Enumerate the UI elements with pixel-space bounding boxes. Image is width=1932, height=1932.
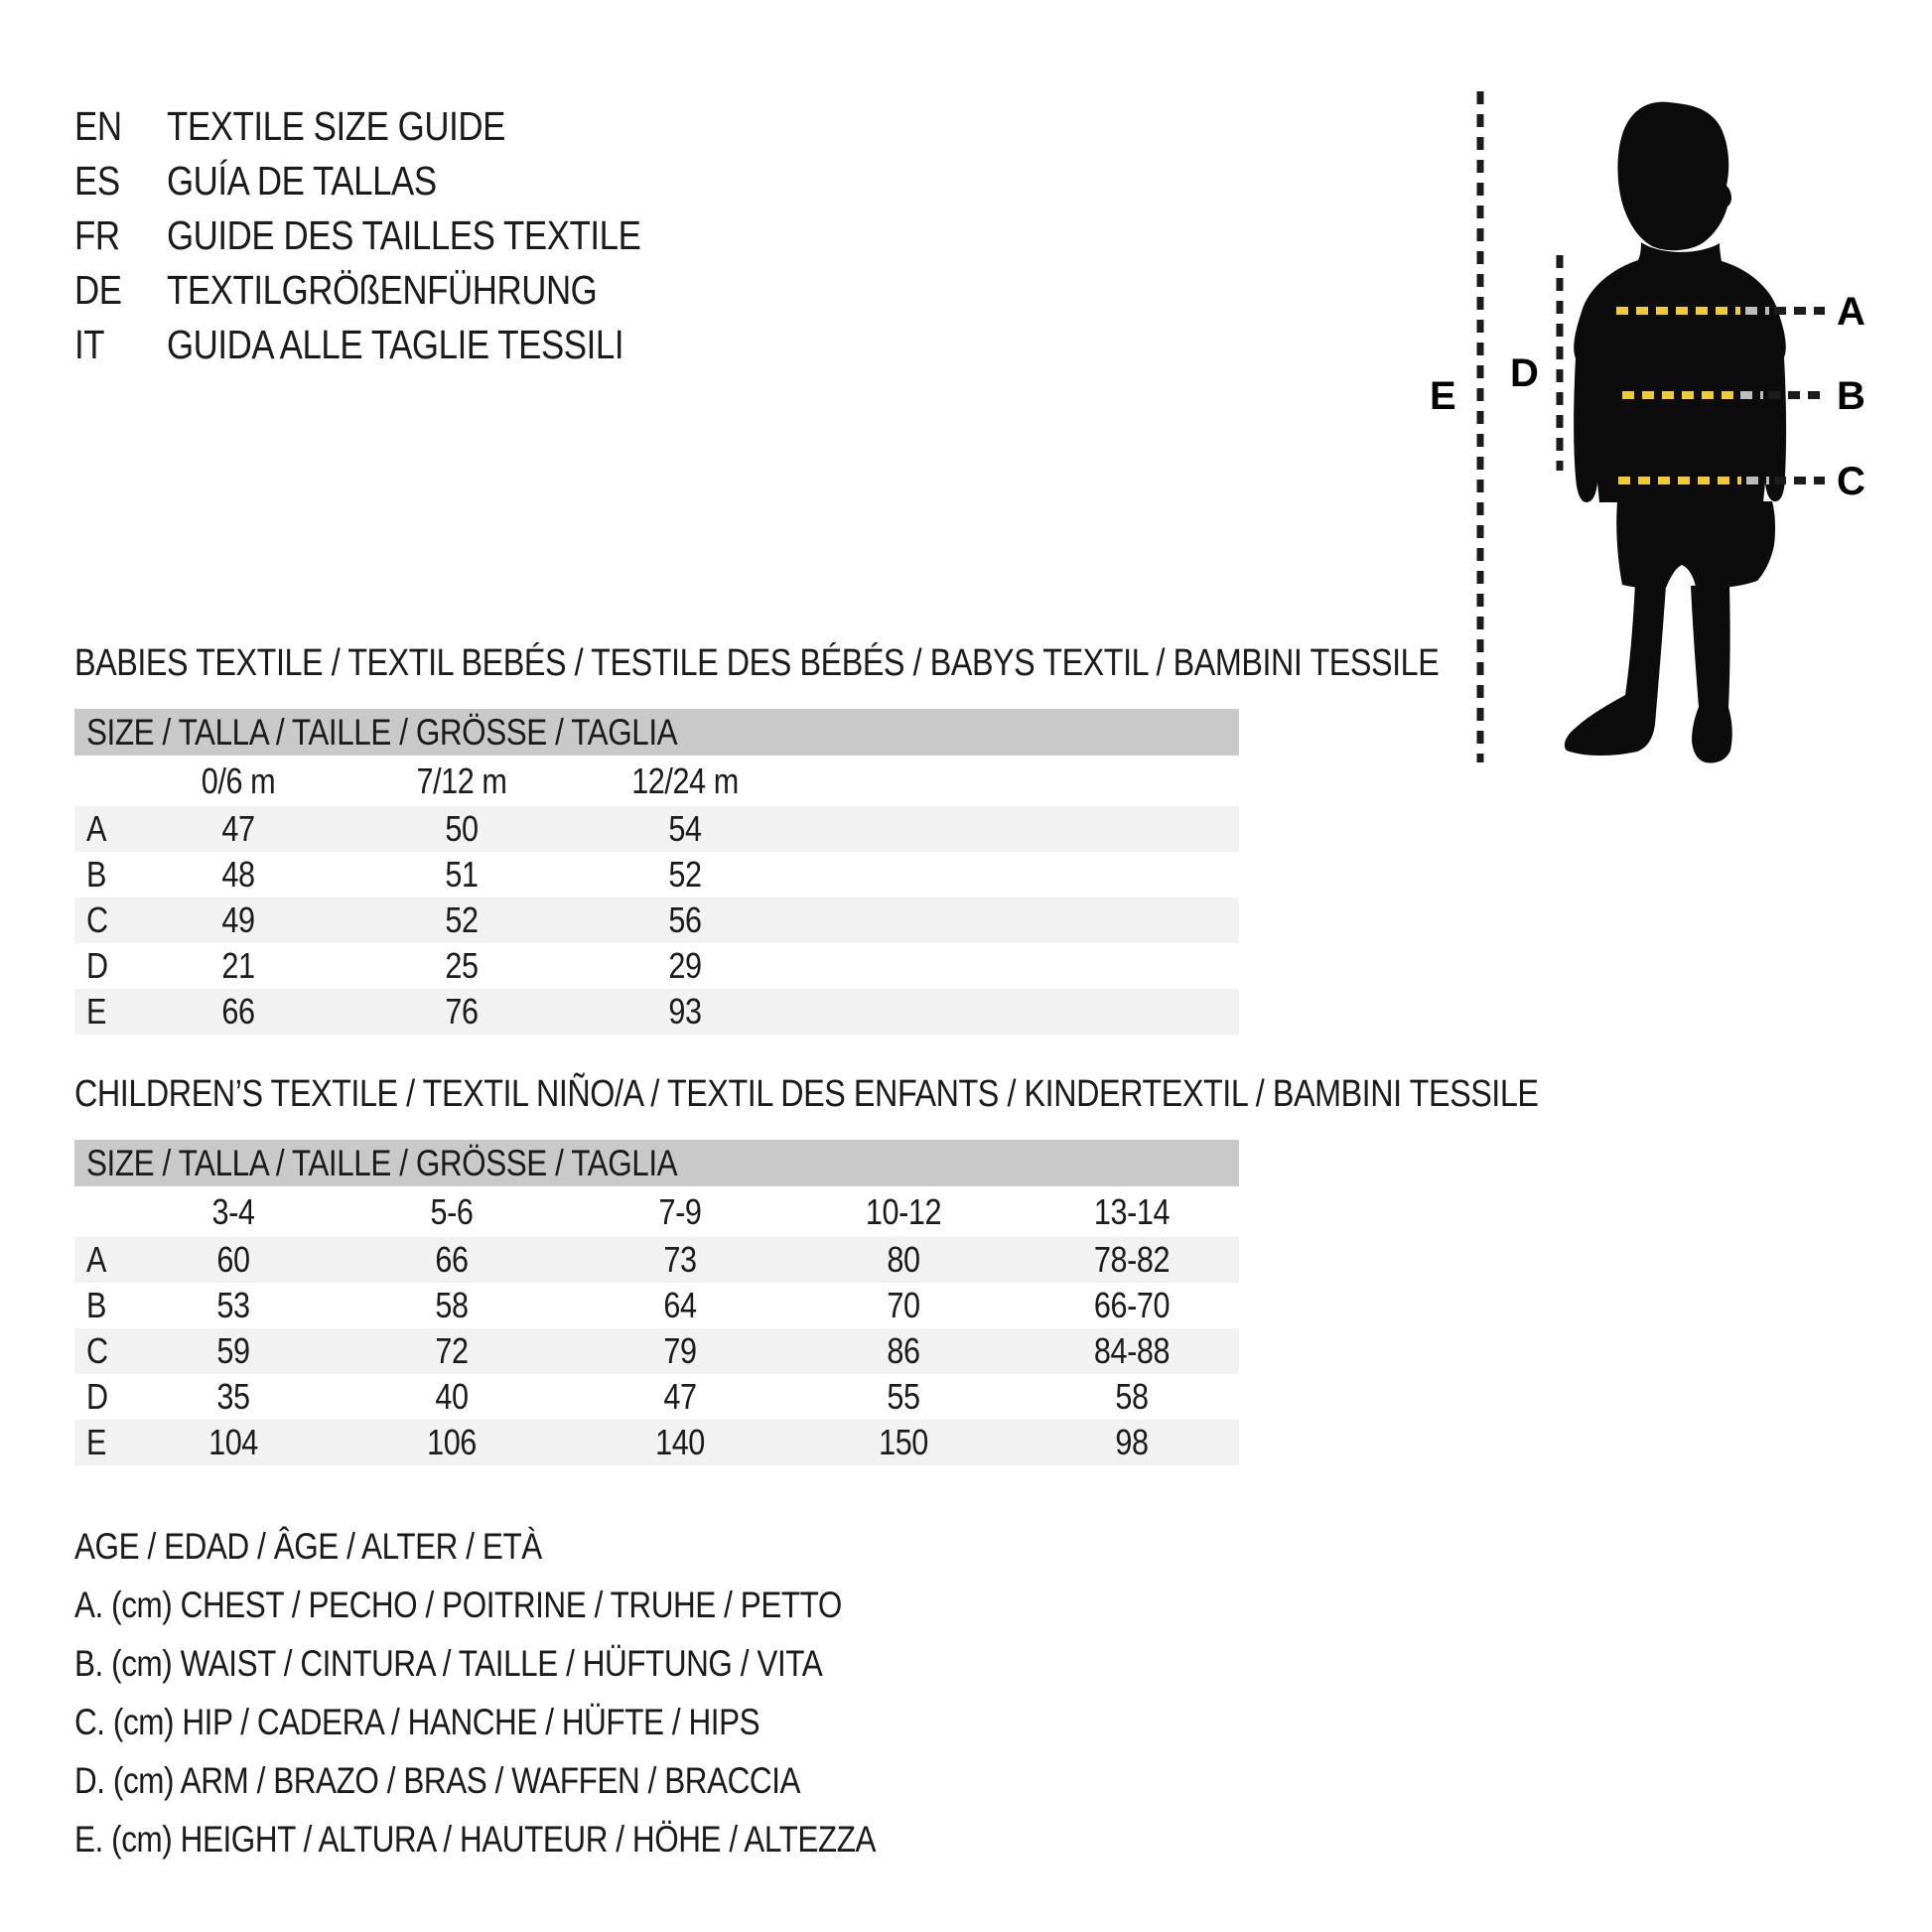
cell: 104 — [208, 1422, 258, 1462]
cell: 150 — [879, 1422, 928, 1462]
cell: 52 — [445, 899, 479, 940]
children-col-7-9: 7-9 — [658, 1191, 702, 1232]
cell: 106 — [427, 1422, 477, 1462]
legend-arm: D. (cm) ARM / BRAZO / BRAS / WAFFEN / BRACCIA — [74, 1760, 801, 1801]
legend-age: AGE / EDAD / ÂGE / ALTER / ETÀ — [74, 1526, 542, 1567]
cell: 47 — [663, 1376, 697, 1417]
cell: 70 — [887, 1285, 920, 1325]
cell: 80 — [887, 1239, 920, 1280]
title-text-fr: GUIDE DES TAILLES TEXTILE — [167, 212, 641, 258]
cell: 73 — [663, 1239, 697, 1280]
row-label: B — [86, 854, 106, 895]
title-line-es — [74, 154, 725, 208]
children-col-5-6: 5-6 — [430, 1191, 474, 1232]
cell: 140 — [655, 1422, 705, 1462]
row-label: E — [86, 991, 106, 1032]
cell: 47 — [221, 808, 255, 849]
children-heading: CHILDREN’S TEXTILE / TEXTIL NIÑO/A / TEXTIL DES ENFANTS / KINDERTEXTIL / BAMBINI TESSILE — [74, 1073, 1539, 1115]
cell: 35 — [216, 1376, 250, 1417]
cell: 59 — [216, 1330, 250, 1371]
cell: 58 — [1115, 1376, 1149, 1417]
table-row — [74, 1374, 1239, 1420]
babies-col-12-24m: 12/24 m — [631, 760, 739, 801]
cell: 86 — [887, 1330, 920, 1371]
children-col-3-4: 3-4 — [211, 1191, 255, 1232]
cell: 25 — [445, 945, 479, 986]
title-line-en — [74, 99, 725, 154]
cell: 66 — [221, 991, 255, 1032]
row-label: C — [86, 899, 108, 940]
row-label: B — [86, 1285, 106, 1325]
title-text-en: TEXTILE SIZE GUIDE — [167, 103, 505, 149]
legend-waist: B. (cm) WAIST / CINTURA / TAILLE / HÜFTUNG / VITA — [74, 1643, 823, 1684]
children-column-header-row — [74, 1186, 1239, 1237]
row-label: D — [86, 945, 108, 986]
children-col-13-14: 13-14 — [1093, 1191, 1171, 1232]
legend-hip: C. (cm) HIP / CADERA / HANCHE / HÜFTE / HIPS — [74, 1702, 760, 1742]
title-line-de — [74, 263, 725, 318]
title-block — [74, 99, 725, 372]
cell: 76 — [445, 991, 479, 1032]
cell: 72 — [435, 1330, 469, 1371]
cell: 56 — [668, 899, 702, 940]
cell: 51 — [445, 854, 479, 895]
cell: 48 — [221, 854, 255, 895]
row-label: A — [86, 1239, 106, 1280]
babies-col-0-6m: 0/6 m — [201, 760, 276, 801]
cell: 54 — [668, 808, 702, 849]
babies-heading: BABIES TEXTILE / TEXTIL BEBÉS / TESTILE DES BÉBÉS / BABYS TEXTIL / BAMBINI TESSILE — [74, 642, 1440, 684]
cell: 55 — [887, 1376, 920, 1417]
table-row — [74, 852, 1239, 897]
title-line-it — [74, 318, 725, 372]
cell: 66 — [435, 1239, 469, 1280]
row-label: C — [86, 1330, 108, 1371]
label-d: D — [1510, 351, 1539, 395]
lang-code-fr: FR — [74, 212, 120, 258]
cell: 79 — [663, 1330, 697, 1371]
cell: 52 — [668, 854, 702, 895]
legend-height: E. (cm) HEIGHT / ALTURA / HAUTEUR / HÖHE / ALTEZZA — [74, 1819, 877, 1860]
babies-col-7-12m: 7/12 m — [416, 760, 507, 801]
table-row — [74, 806, 1239, 852]
children-col-10-12: 10-12 — [865, 1191, 942, 1232]
cell: 84-88 — [1093, 1330, 1171, 1371]
label-b: B — [1837, 374, 1865, 418]
legend-chest: A. (cm) CHEST / PECHO / POITRINE / TRUHE / PETTO — [74, 1585, 842, 1625]
children-size-header-bar: SIZE / TALLA / TAILLE / GRÖSSE / TAGLIA — [74, 1140, 1239, 1186]
table-row — [74, 989, 1239, 1035]
cell: 64 — [663, 1285, 697, 1325]
row-label: D — [86, 1376, 108, 1417]
cell: 78-82 — [1093, 1239, 1171, 1280]
cell: 49 — [221, 899, 255, 940]
table-row — [74, 897, 1239, 943]
lang-code-en: EN — [74, 103, 122, 149]
cell: 50 — [445, 808, 479, 849]
row-label: E — [86, 1422, 106, 1462]
lang-code-de: DE — [74, 267, 122, 313]
table-row — [74, 1237, 1239, 1283]
title-line-fr — [74, 208, 725, 263]
cell: 98 — [1115, 1422, 1149, 1462]
cell: 60 — [216, 1239, 250, 1280]
label-c: C — [1837, 460, 1865, 503]
label-a: A — [1837, 290, 1865, 334]
table-row — [74, 1283, 1239, 1328]
cell: 53 — [216, 1285, 250, 1325]
cell: 66-70 — [1093, 1285, 1171, 1325]
row-label: A — [86, 808, 106, 849]
title-text-it: GUIDA ALLE TAGLIE TESSILI — [167, 322, 624, 367]
lang-code-es: ES — [74, 158, 120, 204]
babies-size-header-bar: SIZE / TALLA / TAILLE / GRÖSSE / TAGLIA — [74, 709, 1239, 756]
measurement-legend — [74, 1517, 1017, 1868]
cell: 58 — [435, 1285, 469, 1325]
label-e: E — [1430, 374, 1456, 418]
cell: 29 — [668, 945, 702, 986]
title-text-es: GUÍA DE TALLAS — [167, 158, 437, 204]
cell: 40 — [435, 1376, 469, 1417]
cell: 21 — [221, 945, 255, 986]
title-text-de: TEXTILGRÖßENFÜHRUNG — [167, 267, 598, 313]
table-row — [74, 1328, 1239, 1374]
cell: 93 — [668, 991, 702, 1032]
table-row — [74, 943, 1239, 989]
babies-column-header-row — [74, 756, 1239, 806]
table-row — [74, 1420, 1239, 1465]
lang-code-it: IT — [74, 322, 105, 367]
